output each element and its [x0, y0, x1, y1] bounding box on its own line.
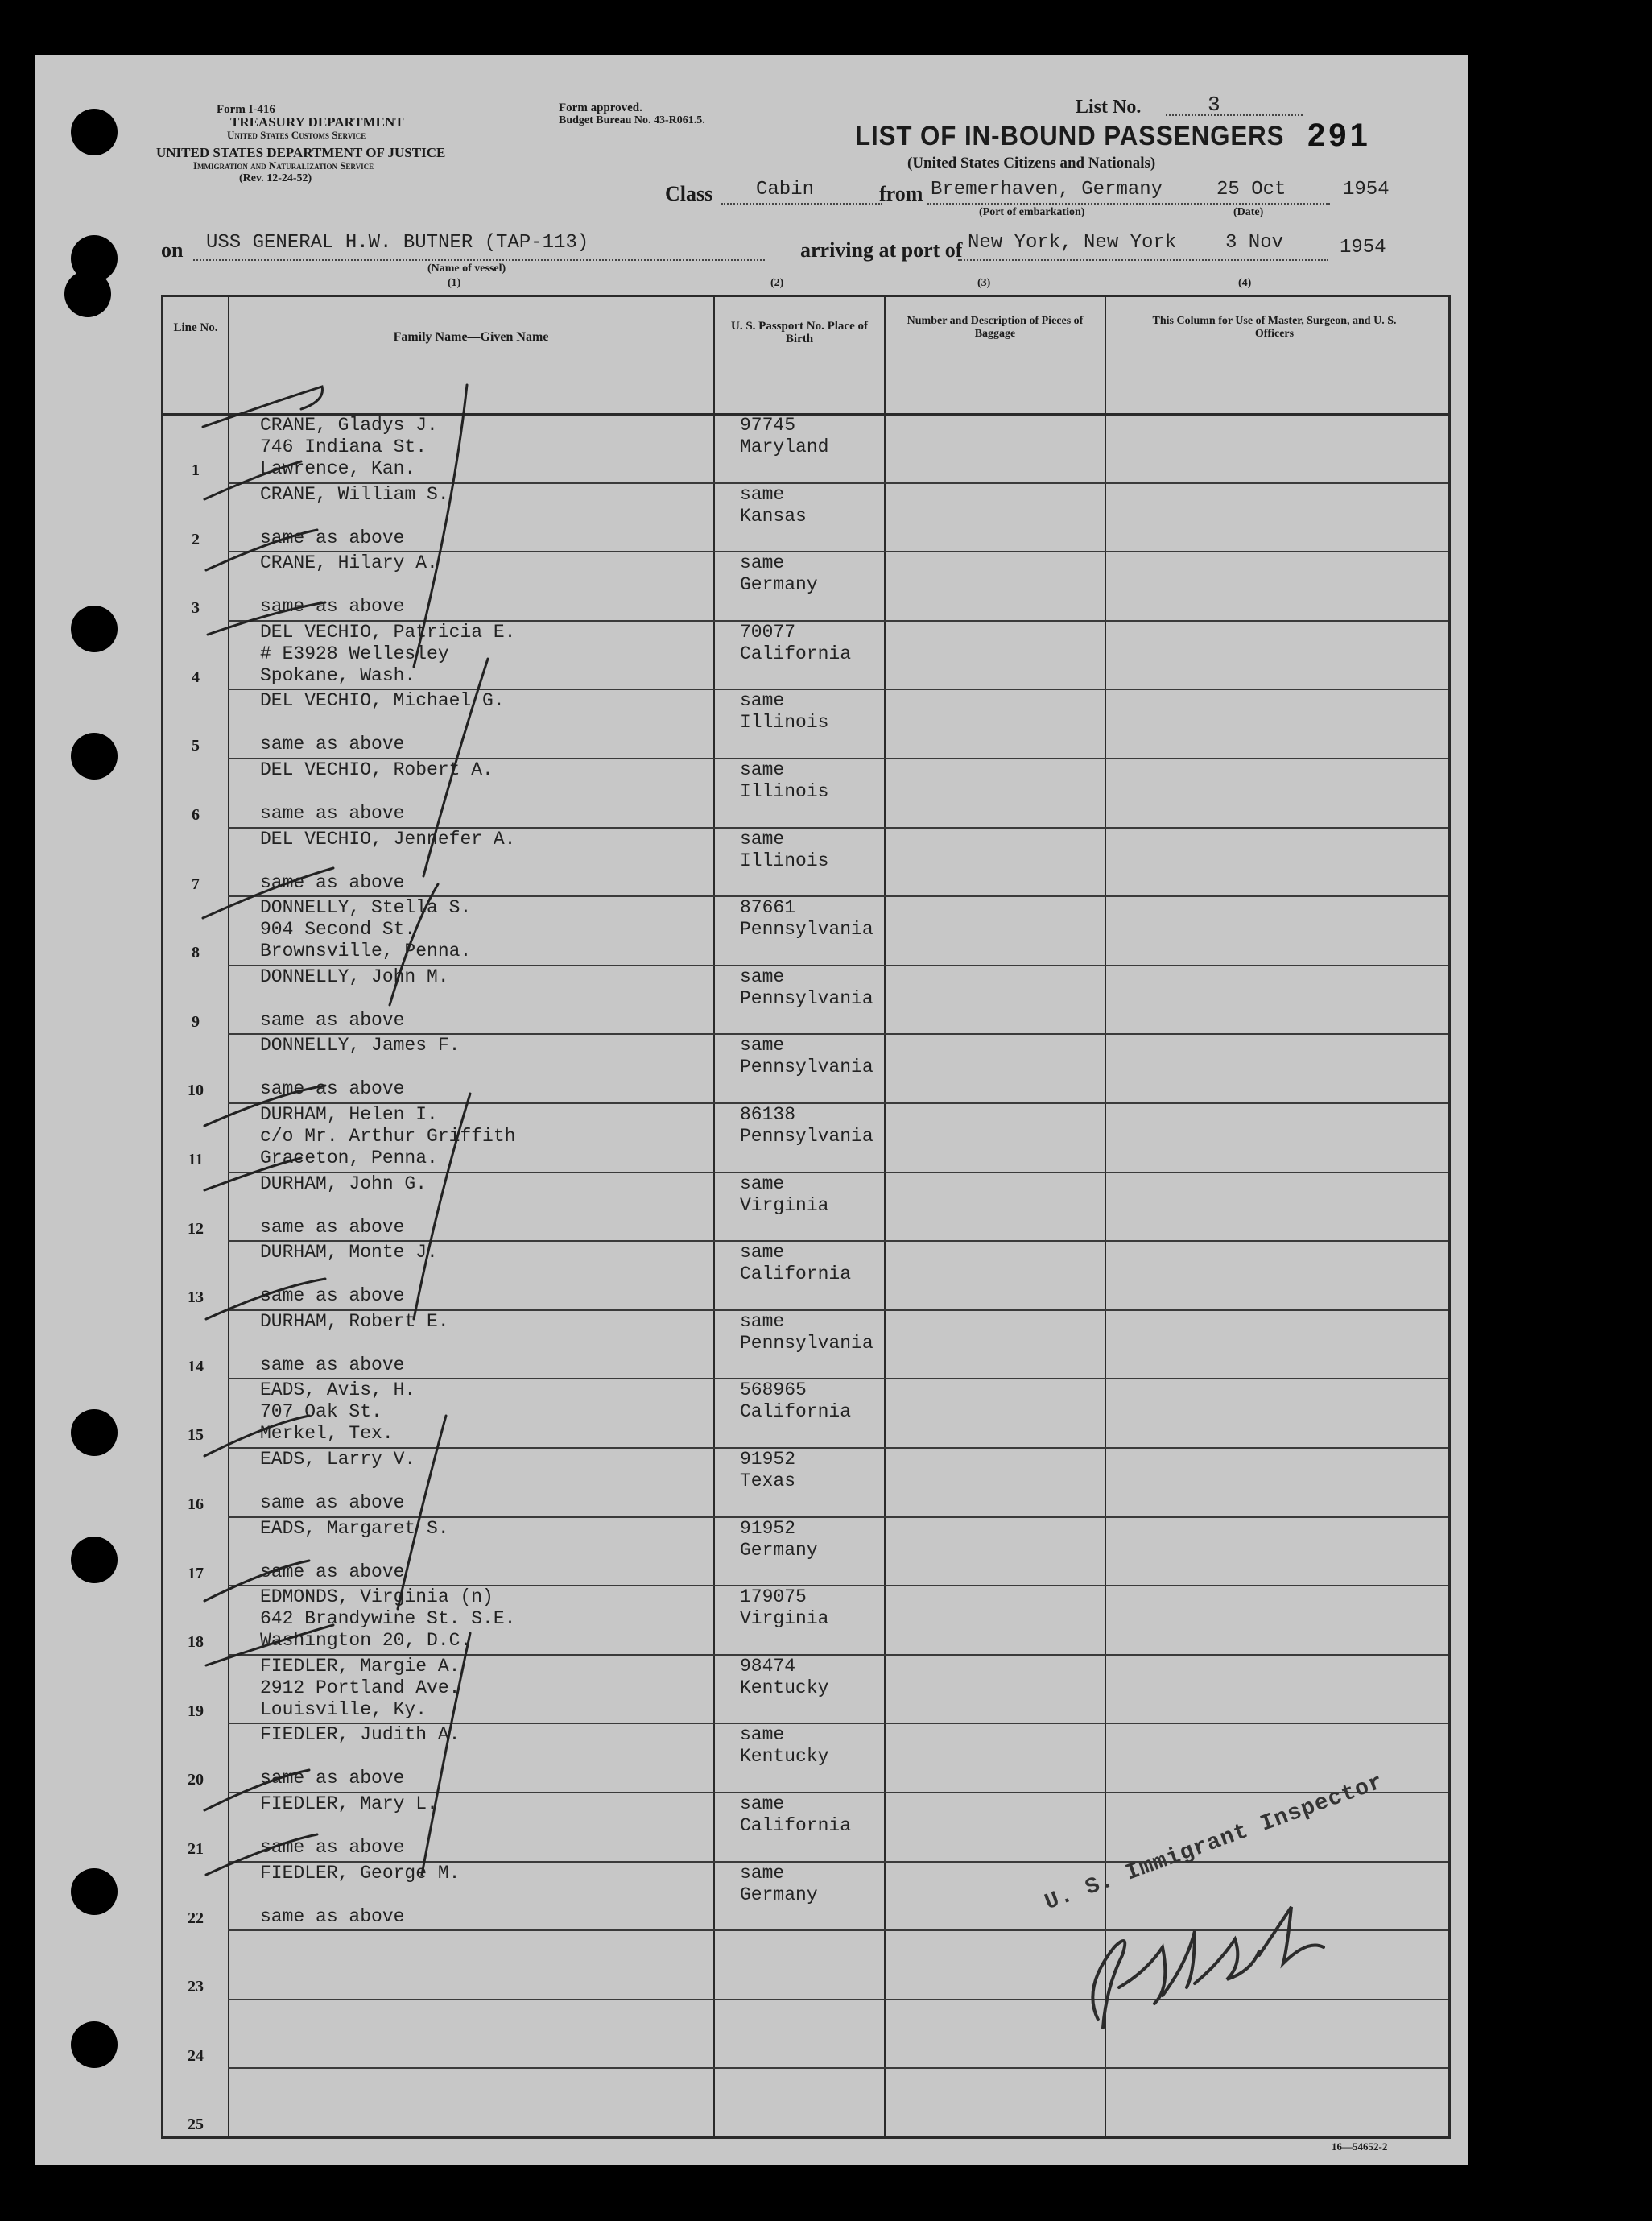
- place-of-birth: Germany: [740, 574, 818, 596]
- header-baggage: Number and Description of Pieces of Baggage: [907, 315, 1084, 340]
- passport-number: 91952: [740, 1517, 796, 1539]
- line-number: 15: [188, 1426, 204, 1445]
- passenger-address-2: same as above: [260, 734, 405, 755]
- form-approved: Form approved.: [559, 101, 642, 114]
- place-of-birth: Illinois: [740, 781, 829, 802]
- from-label: from: [879, 182, 923, 205]
- binder-hole: [71, 1868, 118, 1915]
- passport-number: 97745: [740, 415, 796, 436]
- passenger-name: DONNELLY, Stella S.: [260, 897, 472, 919]
- line-number: 8: [192, 944, 200, 962]
- passport-number: same: [740, 1173, 785, 1194]
- line-number: 2: [192, 530, 200, 548]
- binder-hole: [71, 109, 118, 155]
- place-of-birth: California: [740, 1815, 852, 1836]
- place-of-birth: Kentucky: [740, 1677, 829, 1698]
- list-no-value: 3: [1208, 93, 1220, 117]
- arrival-year: 1954: [1340, 237, 1386, 258]
- passenger-address-2: Spokane, Wash.: [260, 664, 416, 686]
- passport-number: same: [740, 1035, 785, 1057]
- col-label-2: (2): [770, 277, 784, 289]
- line-number: 21: [188, 1840, 204, 1858]
- passenger-address-1: 904 Second St.: [260, 919, 416, 941]
- place-of-birth: Illinois: [740, 712, 829, 734]
- passenger-name: CRANE, William S.: [260, 483, 449, 505]
- passport-number: same: [740, 1724, 785, 1746]
- place-of-birth: Pennsylvania: [740, 1332, 873, 1354]
- passenger-address-1: c/o Mr. Arthur Griffith: [260, 1126, 516, 1147]
- form-number: Form I-416: [217, 103, 275, 116]
- place-of-birth: Maryland: [740, 436, 829, 457]
- passenger-address-2: same as above: [260, 1837, 405, 1858]
- from-value: Bremerhaven, Germany: [931, 179, 1163, 201]
- passenger-name: DONNELLY, John M.: [260, 966, 449, 987]
- class-label: Class: [665, 182, 713, 205]
- passenger-address-2: same as above: [260, 871, 405, 893]
- passport-number: same: [740, 552, 785, 574]
- place-of-birth: Virginia: [740, 1608, 829, 1630]
- document-page: [35, 55, 1468, 2165]
- on-label: on: [161, 238, 184, 262]
- line-number: 16: [188, 1495, 204, 1513]
- line-number: 24: [188, 2046, 204, 2065]
- header-passport: U. S. Passport No. Place of Birth: [731, 320, 868, 345]
- passenger-name: FIEDLER, Margie A.: [260, 1655, 460, 1677]
- passenger-name: CRANE, Gladys J.: [260, 415, 438, 436]
- passenger-address-2: same as above: [260, 1078, 405, 1100]
- revision: (Rev. 12-24-52): [239, 172, 312, 184]
- passenger-name: DURHAM, Robert E.: [260, 1310, 449, 1332]
- passenger-address-2: Brownsville, Penna.: [260, 941, 472, 962]
- passport-number: same: [740, 690, 785, 712]
- place-of-birth: Germany: [740, 1539, 818, 1561]
- passenger-name: DEL VECHIO, Robert A.: [260, 759, 494, 780]
- passenger-name: FIEDLER, Judith A.: [260, 1724, 460, 1746]
- passenger-name: CRANE, Hilary A.: [260, 552, 438, 574]
- form-title: LIST OF IN-BOUND PASSENGERS: [855, 121, 1285, 151]
- passport-number: 98474: [740, 1655, 796, 1677]
- passenger-address-2: same as above: [260, 803, 405, 824]
- passport-number: 87661: [740, 897, 796, 919]
- header-officers: This Column for Use of Master, Surgeon, and U. S. Officers: [1152, 315, 1397, 340]
- passenger-address-1: 2912 Portland Ave.: [260, 1677, 460, 1698]
- passenger-address-2: same as above: [260, 1354, 405, 1375]
- passport-number: 568965: [740, 1379, 807, 1401]
- ins-service: Immigration and Naturalization Service: [193, 159, 374, 172]
- line-number: 18: [188, 1633, 204, 1652]
- inspector-stamp: U. S. Immigrant Inspector: [1042, 1769, 1387, 1917]
- passenger-address-2: same as above: [260, 596, 405, 618]
- passenger-address-2: same as above: [260, 1492, 405, 1513]
- place-of-birth: California: [740, 643, 852, 664]
- binder-hole: [71, 606, 118, 652]
- place-of-birth: Pennsylvania: [740, 987, 873, 1009]
- line-number: 25: [188, 2116, 204, 2134]
- passport-number: 91952: [740, 1449, 796, 1470]
- passenger-name: EDMONDS, Virginia (n): [260, 1586, 494, 1608]
- passenger-name: DURHAM, Helen I.: [260, 1104, 438, 1125]
- passenger-address-2: Graceton, Penna.: [260, 1148, 438, 1168]
- arrival-date: 3 Nov: [1225, 232, 1284, 254]
- passenger-name: FIEDLER, Mary L.: [260, 1793, 438, 1814]
- line-number: 3: [192, 599, 200, 618]
- vessel-name: USS GENERAL H.W. BUTNER (TAP-113): [206, 232, 589, 254]
- line-number: 12: [188, 1219, 204, 1238]
- line-number: 11: [188, 1151, 204, 1168]
- passenger-name: DEL VECHIO, Patricia E.: [260, 621, 516, 643]
- passport-number: same: [740, 828, 785, 850]
- passenger-address-2: same as above: [260, 527, 405, 548]
- line-number: 10: [188, 1082, 204, 1100]
- passenger-name: FIEDLER, George M.: [260, 1862, 460, 1884]
- passenger-name: EADS, Larry V.: [260, 1449, 416, 1470]
- passenger-name: DURHAM, Monte J.: [260, 1242, 438, 1264]
- line-number: 19: [188, 1702, 204, 1720]
- passport-number: 86138: [740, 1104, 796, 1125]
- passenger-address-1: # E3928 Wellesley: [260, 643, 449, 664]
- list-no-label: List No.: [1076, 97, 1142, 118]
- embark-year: 1954: [1343, 179, 1390, 201]
- line-number: 20: [188, 1771, 204, 1789]
- binder-hole: [71, 2021, 118, 2068]
- line-number: 23: [188, 1978, 204, 1996]
- col-label-1: (1): [448, 277, 461, 289]
- place-of-birth: Pennsylvania: [740, 919, 873, 941]
- arrival-port: New York, New York: [968, 232, 1177, 254]
- form-subtitle: (United States Citizens and Nationals): [907, 155, 1156, 172]
- arriving-label: arriving at port of: [800, 238, 963, 262]
- place-of-birth: Kansas: [740, 505, 807, 527]
- class-value: Cabin: [756, 179, 815, 201]
- passenger-name: EADS, Avis, H.: [260, 1379, 416, 1401]
- passport-number: same: [740, 1793, 785, 1814]
- passenger-address-1: 642 Brandywine St. S.E.: [260, 1608, 516, 1630]
- passenger-name: DURHAM, John G.: [260, 1173, 427, 1194]
- place-of-birth: Pennsylvania: [740, 1057, 873, 1078]
- line-number: 1: [192, 461, 200, 479]
- passport-number: same: [740, 1310, 785, 1332]
- check-marks: [35, 55, 1468, 2165]
- place-of-birth: Texas: [740, 1470, 796, 1491]
- binder-hole: [71, 1537, 118, 1583]
- passenger-address-2: same as above: [260, 1768, 405, 1789]
- binder-hole: [64, 271, 111, 317]
- passenger-address-2: Lawrence, Kan.: [260, 458, 416, 479]
- place-of-birth: California: [740, 1401, 852, 1423]
- budget-bureau: Budget Bureau No. 43-R061.5.: [559, 114, 705, 126]
- line-number: 4: [192, 668, 200, 686]
- line-number: 17: [188, 1564, 204, 1582]
- treasury-dept: TREASURY DEPARTMENT: [230, 114, 404, 130]
- line-number: 13: [188, 1288, 204, 1307]
- binder-hole: [71, 1409, 118, 1456]
- passenger-address-2: same as above: [260, 1216, 405, 1238]
- passport-number: 179075: [740, 1586, 807, 1608]
- passenger-name: DEL VECHIO, Michael G.: [260, 690, 505, 712]
- passenger-address-2: Louisville, Ky.: [260, 1698, 427, 1720]
- line-number: 6: [192, 806, 200, 824]
- inspector-signature: [1092, 1907, 1324, 2028]
- passenger-name: DEL VECHIO, Jennefer A.: [260, 828, 516, 850]
- page-stamp: 291: [1307, 118, 1371, 153]
- date-label: (Date): [1233, 206, 1264, 218]
- passenger-address-2: same as above: [260, 1009, 405, 1031]
- passport-number: same: [740, 1242, 785, 1264]
- col-label-4: (4): [1238, 277, 1252, 289]
- embark-date: 25 Oct: [1216, 179, 1286, 201]
- passport-number: 70077: [740, 621, 796, 643]
- passport-number: same: [740, 759, 785, 780]
- passport-number: same: [740, 483, 785, 505]
- line-number: 14: [188, 1357, 204, 1375]
- place-of-birth: Virginia: [740, 1194, 829, 1216]
- place-of-birth: Germany: [740, 1884, 818, 1905]
- binder-hole: [71, 733, 118, 780]
- passenger-address-2: same as above: [260, 1285, 405, 1307]
- customs-service: United States Customs Service: [227, 129, 366, 141]
- passenger-address-2: same as above: [260, 1905, 405, 1927]
- place-of-birth: Kentucky: [740, 1746, 829, 1768]
- passenger-address-1: 707 Oak St.: [260, 1401, 382, 1423]
- header-line-no: Line No.: [173, 321, 218, 334]
- passenger-name: DONNELLY, James F.: [260, 1035, 460, 1057]
- passenger-address-2: Washington 20, D.C.: [260, 1630, 472, 1652]
- col-label-3: (3): [977, 277, 991, 289]
- passenger-name: EADS, Margaret S.: [260, 1517, 449, 1539]
- line-number: 7: [192, 875, 200, 893]
- passport-number: same: [740, 1862, 785, 1884]
- port-embark-label: (Port of embarkation): [979, 206, 1085, 218]
- passenger-address-1: 746 Indiana St.: [260, 436, 427, 457]
- line-number: 5: [192, 737, 200, 755]
- justice-dept: UNITED STATES DEPARTMENT OF JUSTICE: [156, 145, 446, 160]
- place-of-birth: Pennsylvania: [740, 1126, 873, 1147]
- line-number: 9: [192, 1012, 200, 1031]
- header-name: Family Name—Given Name: [393, 330, 549, 344]
- vessel-label: (Name of vessel): [427, 263, 506, 275]
- passenger-address-2: Merkel, Tex.: [260, 1423, 394, 1445]
- place-of-birth: California: [740, 1264, 852, 1285]
- passport-number: same: [740, 966, 785, 987]
- line-number: 22: [188, 1909, 204, 1927]
- place-of-birth: Illinois: [740, 850, 829, 871]
- footer-code: 16—54652-2: [1332, 2140, 1388, 2153]
- passenger-address-2: same as above: [260, 1561, 405, 1582]
